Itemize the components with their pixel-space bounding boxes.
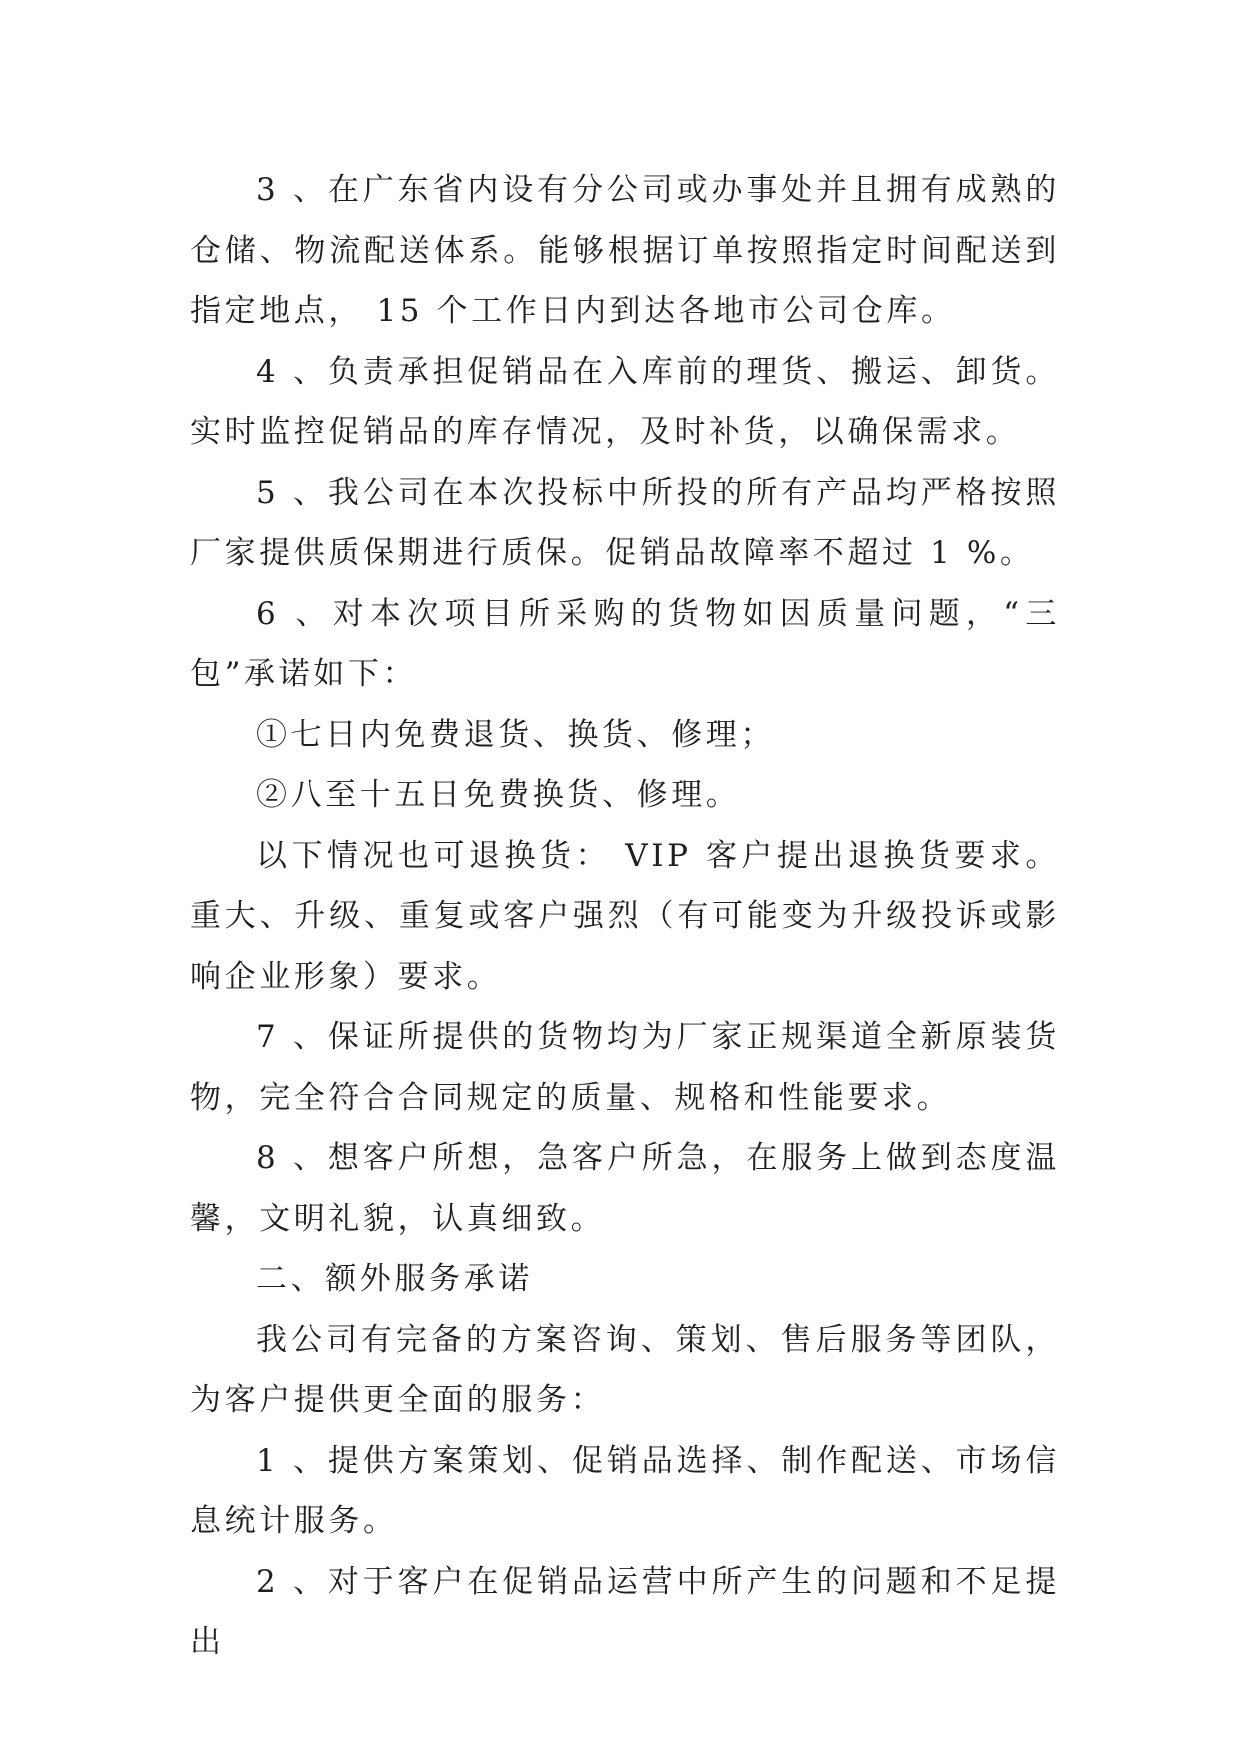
paragraph-item-6: 6 、对本次项目所采购的货物如因质量问题，“三包”承诺如下： [190,595,1060,692]
paragraph-item-3: 3 、在广东省内设有分公司或办事处并且拥有成熟的仓储、物流配送体系。能够根据订单按照指定时间配送到指定地点， 15 个工作日内到达各地市公司仓库。 [190,172,1060,329]
paragraph-item-8: 8 、想客户所想，急客户所急，在服务上做到态度温馨，文明礼貌，认真细致。 [190,1140,1060,1237]
paragraph-service-1: 1 、提供方案策划、促销品选择、制作配送、市场信息统计服务。 [190,1442,1060,1539]
paragraph-exceptions: 以下情况也可退换货： VIP 客户提出退换货要求。重大、升级、重复或客户强烈（有可能变为升级投诉或影响企业形象）要求。 [190,837,1060,995]
paragraph-subitem-2: ②八至十五日免费换货、修理。 [256,777,741,813]
paragraph-item-7: 7 、保证所提供的货物均为厂家正规渠道全新原装货物，完全符合合同规定的质量、规格和性能要求。 [190,1019,1060,1116]
paragraph-intro: 我公司有完备的方案咨询、策划、售后服务等团队，为客户提供更全面的服务： [190,1321,1060,1418]
paragraph-item-4: 4 、负责承担促销品在入库前的理货、搬运、卸货。实时监控促销品的库存情况，及时补货，以确保需求。 [190,353,1060,450]
paragraph-item-5: 5 、我公司在本次投标中所投的所有产品均严格按照厂家提供质保期进行质保。促销品故障率不超过 1 %。 [190,474,1060,571]
paragraph-service-2: 2 、对于客户在促销品运营中所产生的问题和不足提出 [190,1563,1060,1660]
document-body [190,160,1060,1673]
section-heading: 二、额外服务承诺 [256,1261,533,1297]
paragraph-subitem-1: ①七日内免费退货、换货、修理； [256,716,775,753]
